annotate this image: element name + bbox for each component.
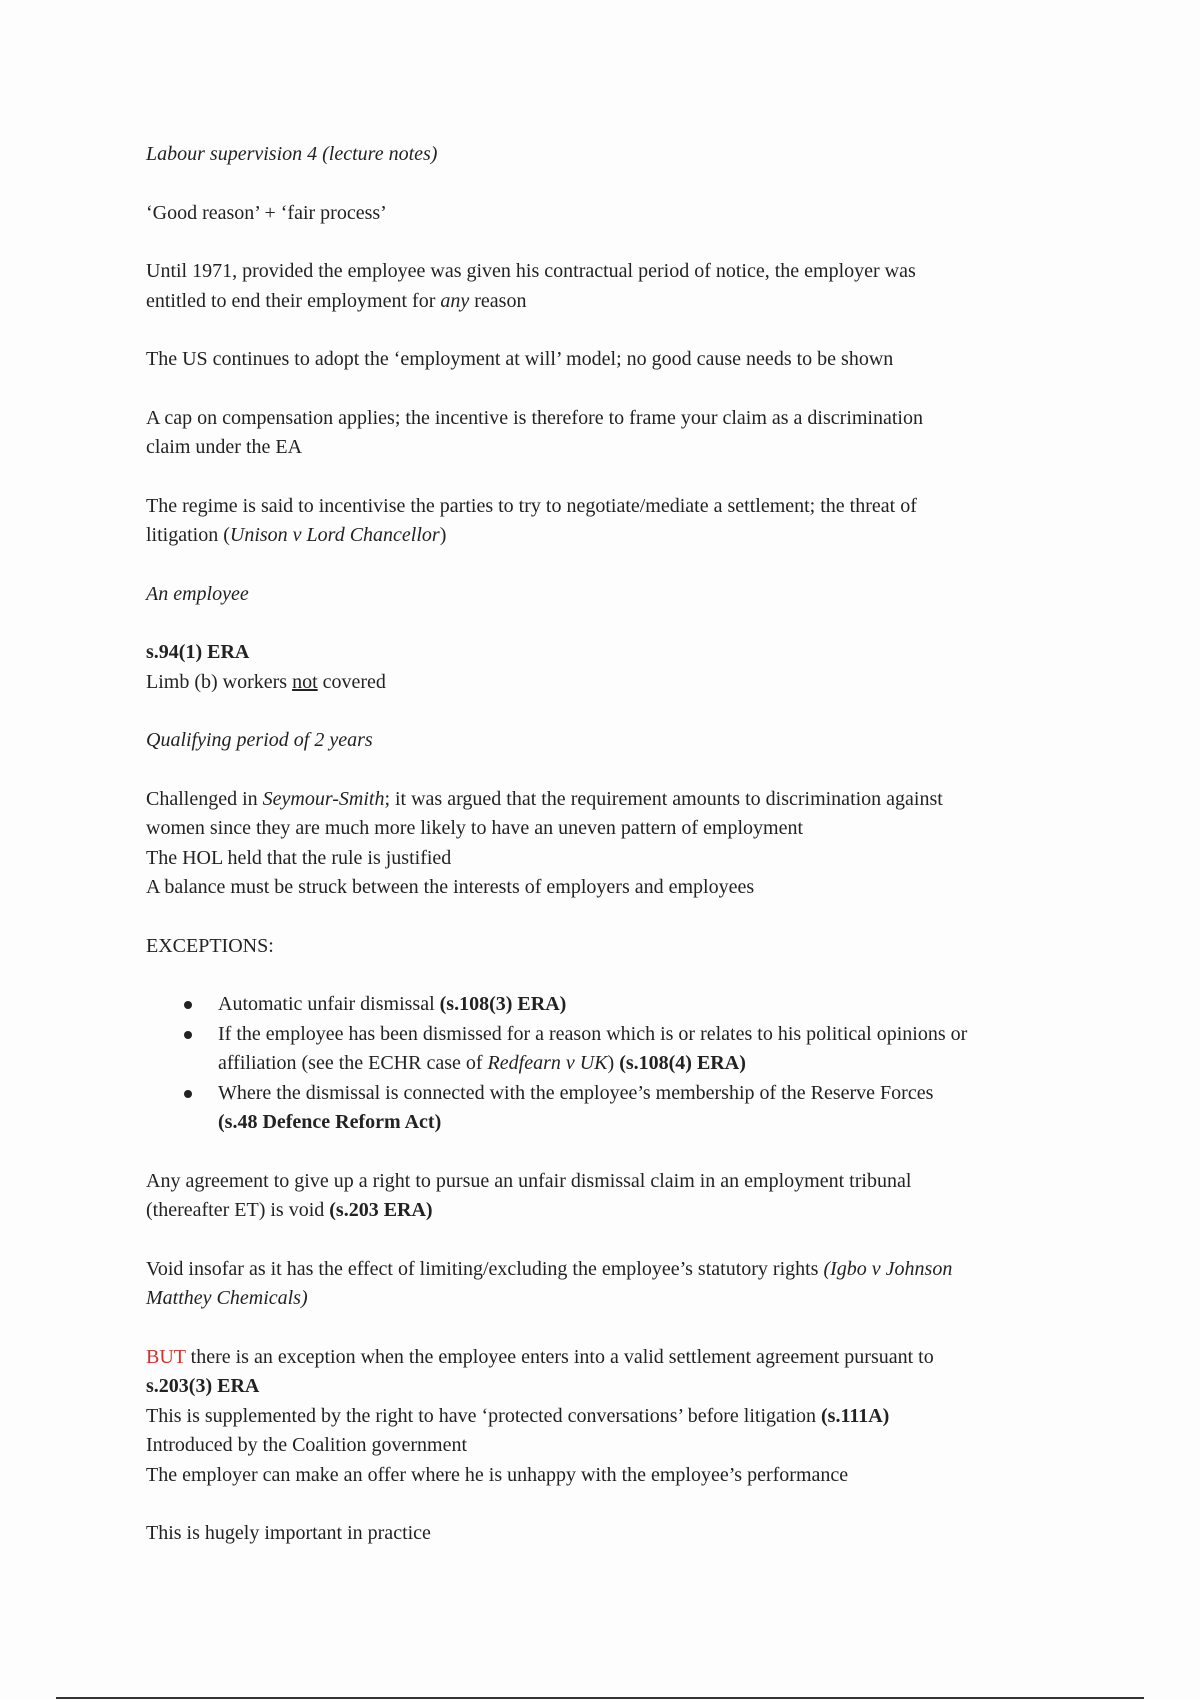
exceptions-heading: EXCEPTIONS: — [146, 934, 274, 957]
text-line: Introduced by the Coalition government — [146, 1434, 468, 1456]
text-line: Where the dismissal is connected with the employee’s membership of the Reserve Forces — [218, 1081, 934, 1104]
text-line — [146, 521, 1076, 551]
statute-reference: s.94(1) ERA — [146, 641, 250, 663]
statute-reference: (s.203 ERA) — [329, 1199, 433, 1221]
heading-an-employee: An employee — [146, 582, 249, 605]
text-line: The regime is said to incentivise the parties to try to negotiate/mediate a settlement; the threat of — [146, 494, 917, 517]
text-run: ) — [439, 524, 447, 546]
text-run: Void insofar as it has the effect of limiting/excluding the employee’s statutory rights — [146, 1257, 824, 1280]
paragraph-until-1971 — [146, 257, 1076, 316]
text-line — [146, 1343, 1076, 1373]
text-line: A cap on compensation applies; the incentive is therefore to frame your claim as a discrimination — [146, 406, 923, 429]
text-run: reason — [469, 289, 527, 312]
list-item — [146, 990, 1076, 1020]
paragraph-regime-settlement — [146, 492, 1076, 551]
doc-title: Labour supervision 4 (lecture notes) — [146, 143, 438, 165]
text-line — [146, 1402, 1076, 1432]
text-line — [146, 287, 1076, 317]
text-line: If the employee has been dismissed for a reason which is or relates to his political opinions or — [218, 1022, 968, 1045]
case-name: Unison v Lord Chancellor — [229, 524, 440, 546]
statute-reference: (s.111A) — [821, 1404, 890, 1427]
text-line: Until 1971, provided the employee was given his contractual period of notice, the employer was — [146, 260, 916, 282]
text-line: women since they are much more likely to have an uneven pattern of employment — [146, 817, 804, 839]
paragraph-s94 — [146, 638, 1076, 697]
case-name: Matthey Chemicals) — [146, 1287, 308, 1309]
text-run: Limb (b) workers — [146, 670, 293, 693]
text-line: Any agreement to give up a right to pursue an unfair dismissal claim in an employment tribunal — [146, 1169, 912, 1192]
bullet-icon — [184, 1031, 192, 1039]
tagline: ‘Good reason’ + ‘fair process’ — [146, 201, 387, 224]
case-name: Redfearn v UK — [487, 1052, 608, 1074]
text-line: The HOL held that the rule is justified — [146, 846, 452, 869]
text-run: there is an exception when the employee enters into a valid settlement agreement pursuant to — [185, 1345, 934, 1368]
paragraph-void-agreement — [146, 1167, 1076, 1226]
text-run: affiliation (see the ECHR case of — [218, 1052, 488, 1074]
document-page — [146, 140, 1076, 1578]
text-run: This is supplemented by the right to have ‘protected conversations’ before litigation — [146, 1404, 821, 1427]
paragraph-igbo — [146, 1255, 1076, 1314]
text-line — [146, 1196, 1076, 1226]
text-line: claim under the EA — [146, 436, 303, 458]
paragraph-importance: This is hugely important in practice — [146, 1522, 431, 1544]
text-run: entitled to end their employment for — [146, 289, 441, 312]
text-run: litigation ( — [146, 524, 230, 546]
bullet-icon — [184, 1001, 192, 1009]
exceptions-list — [146, 990, 1076, 1138]
list-item — [146, 1079, 1076, 1138]
underlined-text: not — [292, 670, 318, 693]
text-run: ; it was argued that the requirement amounts to discrimination against — [384, 787, 943, 810]
text-run: (thereafter ET) is void — [146, 1199, 330, 1221]
text-run: Challenged in — [146, 787, 263, 810]
text-line: The employer can make an offer where he is unhappy with the employee’s performance — [146, 1463, 849, 1486]
case-name: (Igbo v Johnson — [823, 1257, 953, 1280]
paragraph-settlement-exception — [146, 1343, 1076, 1491]
paragraph-seymour-smith — [146, 785, 1076, 903]
statute-reference: (s.108(4) ERA) — [619, 1052, 746, 1074]
heading-qualifying-period: Qualifying period of 2 years — [146, 729, 373, 751]
bullet-icon — [184, 1090, 192, 1098]
list-item — [146, 1020, 1076, 1079]
paragraph-us-model: The US continues to adopt the ‘employment at will’ model; no good cause needs to be shown — [146, 348, 894, 370]
paragraph-compensation-cap — [146, 404, 1076, 463]
text-line — [218, 1049, 1076, 1079]
text-line — [146, 668, 1076, 698]
text-line — [146, 785, 1076, 815]
text-line: A balance must be struck between the interests of employers and employees — [146, 876, 755, 898]
page-bottom-rule — [56, 1697, 1144, 1699]
text-run: covered — [317, 670, 386, 693]
text-line — [146, 1255, 1076, 1285]
text-run: ) — [607, 1052, 620, 1074]
statute-reference: s.203(3) ERA — [146, 1375, 260, 1397]
but-highlight: BUT — [146, 1345, 186, 1368]
text-run: Automatic unfair dismissal — [218, 993, 440, 1015]
statute-reference: (s.108(3) ERA) — [439, 993, 567, 1015]
statute-reference: (s.48 Defence Reform Act) — [218, 1111, 442, 1133]
case-name: Seymour-Smith — [262, 787, 385, 810]
emphasis-text: any — [440, 289, 470, 312]
